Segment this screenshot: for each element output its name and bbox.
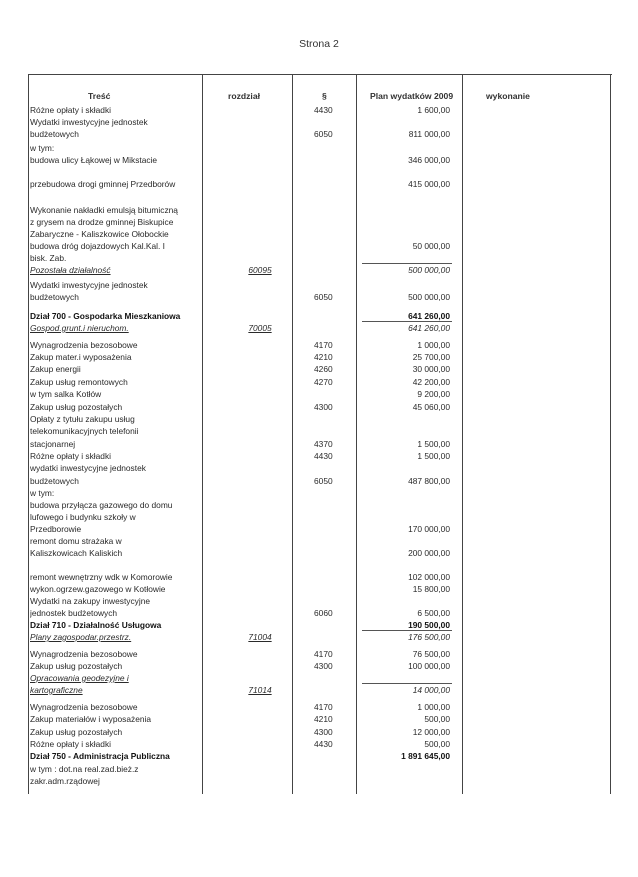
row-text: Zakup materiałów i wyposażenia	[30, 714, 152, 724]
table-row	[28, 252, 612, 265]
row-amount: 102 000,00	[408, 572, 450, 582]
table-row	[28, 450, 612, 463]
page-title: Strona 2	[299, 38, 339, 50]
row-rozdzial: 71004	[248, 632, 272, 642]
row-text: w tym salka Kotłów	[30, 389, 102, 399]
header-paragraf: §	[322, 91, 327, 101]
table-row	[28, 279, 612, 292]
row-amount: 500 000,00	[408, 292, 450, 302]
row-text: Dział 750 - Administracja Publiczna	[30, 751, 170, 761]
table-row	[28, 240, 612, 253]
header-rozdzial: rozdział	[228, 91, 260, 101]
table-row	[28, 376, 612, 389]
row-amount: 170 000,00	[408, 524, 450, 534]
table-row	[28, 672, 612, 685]
row-text: Opracowania geodezyjne i	[30, 673, 129, 683]
row-text: Wynagrodzenia bezosobowe	[30, 649, 138, 659]
row-paragraf: 6060	[314, 608, 333, 618]
row-text: Wydatki inwestycyjne jednostek	[30, 280, 148, 290]
row-amount: 1 500,00	[417, 439, 450, 449]
row-text: lufowego i budynku szkoły w	[30, 512, 136, 522]
row-text: Zakup usług pozostałych	[30, 661, 123, 671]
row-amount: 500,00	[424, 714, 450, 724]
row-amount: 14 000,00	[412, 685, 450, 695]
row-rozdzial: 71014	[248, 685, 272, 695]
row-paragraf: 6050	[314, 292, 333, 302]
table-row	[28, 726, 612, 739]
row-amount: 1 891 645,00	[401, 751, 450, 761]
row-text: Zakup usług pozostałych	[30, 402, 123, 412]
row-text: telekomunikacyjnych telefonii	[30, 426, 139, 436]
row-amount: 415 000,00	[408, 179, 450, 189]
row-amount: 200 000,00	[408, 548, 450, 558]
table-row	[28, 701, 612, 714]
table-top-border	[28, 74, 612, 75]
row-amount: 45 060,00	[412, 402, 450, 412]
row-paragraf: 4430	[314, 451, 333, 461]
row-text: Wynagrodzenia bezosobowe	[30, 340, 138, 350]
row-text: Różne opłaty i składki	[30, 105, 111, 115]
row-text: Kaliszkowicach Kaliskich	[30, 548, 123, 558]
row-amount: 190 500,00	[408, 620, 450, 630]
row-text: w tym:	[30, 488, 55, 498]
row-rozdzial: 60095	[248, 265, 272, 275]
row-text: Zakup mater.i wyposażenia	[30, 352, 132, 362]
subtotal-underline	[362, 263, 452, 264]
table-row	[28, 499, 612, 512]
table-row	[28, 322, 612, 335]
row-paragraf: 4430	[314, 739, 333, 749]
table-row	[28, 738, 612, 751]
table-row	[28, 583, 612, 596]
row-paragraf: 4430	[314, 105, 333, 115]
table-row	[28, 487, 612, 500]
table-row	[28, 216, 612, 229]
row-text: w tym:	[30, 143, 55, 153]
table-row	[28, 684, 612, 697]
table-body	[28, 102, 612, 794]
row-text: budżetowych	[30, 476, 79, 486]
table-row	[28, 413, 612, 426]
table-row	[28, 142, 612, 155]
row-text: budowa dróg dojazdowych Kal.Kal. I	[30, 241, 166, 251]
row-text: przebudowa drogi gminnej Przedborów	[30, 179, 176, 189]
table-row	[28, 763, 612, 776]
row-paragraf: 4170	[314, 702, 333, 712]
table-row	[28, 750, 612, 763]
row-amount: 25 700,00	[412, 352, 450, 362]
row-text: wydatki inwestycyjne jednostek	[30, 463, 146, 473]
table-row	[28, 339, 612, 352]
row-text: bisk. Zab.	[30, 253, 67, 263]
subtotal-underline	[362, 630, 452, 631]
row-paragraf: 4300	[314, 727, 333, 737]
row-text: Przedborowie	[30, 524, 82, 534]
table-row	[28, 228, 612, 241]
row-text: budowa przyłącza gazowego do domu	[30, 500, 173, 510]
subtotal-underline	[362, 321, 452, 322]
row-paragraf: 4210	[314, 714, 333, 724]
row-amount: 500 000,00	[408, 265, 450, 275]
row-amount: 1 000,00	[417, 340, 450, 350]
row-paragraf: 4170	[314, 340, 333, 350]
table-row	[28, 128, 612, 141]
table-row	[28, 631, 612, 644]
row-amount: 76 500,00	[412, 649, 450, 659]
row-paragraf: 4210	[314, 352, 333, 362]
table-row	[28, 401, 612, 414]
row-amount: 42 200,00	[412, 377, 450, 387]
row-amount: 50 000,00	[412, 241, 450, 251]
row-amount: 30 000,00	[412, 364, 450, 374]
row-text: zakr.adm.rządowej	[30, 776, 100, 786]
table-row	[28, 264, 612, 277]
row-text: Wykonanie nakładki emulsją bitumiczną	[30, 205, 178, 215]
table-row	[28, 154, 612, 167]
table-row	[28, 595, 612, 608]
table-row	[28, 475, 612, 488]
header-tresc: Treść	[88, 91, 111, 101]
row-text: w tym : dot.na real.zad.bież.z	[30, 764, 139, 774]
row-amount: 641 260,00	[408, 311, 450, 321]
table-row	[28, 104, 612, 117]
row-text: jednostek budżetowych	[30, 608, 118, 618]
row-amount: 1 500,00	[417, 451, 450, 461]
row-amount: 100 000,00	[408, 661, 450, 671]
row-paragraf: 4300	[314, 661, 333, 671]
row-text: z grysem na drodze gminnej Biskupice	[30, 217, 174, 227]
row-paragraf: 6050	[314, 476, 333, 486]
row-text: budowa ulicy Łąkowej w Mikstacie	[30, 155, 158, 165]
table-row	[28, 775, 612, 788]
table-row	[28, 116, 612, 129]
subtotal-underline	[362, 683, 452, 684]
row-text: Plany zagospodar.przestrz.	[30, 632, 132, 642]
row-paragraf: 4300	[314, 402, 333, 412]
row-text: Wydatki na zakupy inwestycyjne	[30, 596, 151, 606]
row-amount: 15 800,00	[412, 584, 450, 594]
row-text: kartograficzne	[30, 685, 83, 695]
row-text: Gospod.grunt.i nieruchom.	[30, 323, 129, 333]
row-text: stacjonarnej	[30, 439, 76, 449]
table-row	[28, 648, 612, 661]
row-text: Zakup usług remontowych	[30, 377, 128, 387]
row-amount: 641 260,00	[408, 323, 450, 333]
table-row	[28, 535, 612, 548]
row-paragraf: 4170	[314, 649, 333, 659]
header-wykonanie: wykonanie	[486, 91, 530, 101]
row-amount: 346 000,00	[408, 155, 450, 165]
row-amount: 487 800,00	[408, 476, 450, 486]
table-row	[28, 438, 612, 451]
table-row	[28, 607, 612, 620]
table-row	[28, 291, 612, 304]
row-text: wykon.ogrzew.gazowego w Kotłowie	[30, 584, 166, 594]
budget-table	[28, 74, 612, 794]
table-row	[28, 660, 612, 673]
table-row	[28, 363, 612, 376]
header-plan: Plan wydatków 2009	[370, 91, 454, 101]
row-amount: 1 600,00	[417, 105, 450, 115]
row-text: Dział 710 - Działalność Usługowa	[30, 620, 162, 630]
row-amount: 176 500,00	[408, 632, 450, 642]
table-row	[28, 388, 612, 401]
row-text: budżetowych	[30, 292, 79, 302]
row-text: Zakup energii	[30, 364, 81, 374]
table-row	[28, 547, 612, 560]
row-text: Zakup usług pozostałych	[30, 727, 123, 737]
row-amount: 12 000,00	[412, 727, 450, 737]
table-row	[28, 462, 612, 475]
row-text: budżetowych	[30, 129, 79, 139]
table-row	[28, 523, 612, 536]
table-row	[28, 204, 612, 217]
row-text: Zabaryczne - Kaliszkowice Ołobockie	[30, 229, 169, 239]
table-row	[28, 511, 612, 524]
table-row	[28, 178, 612, 191]
row-paragraf: 6050	[314, 129, 333, 139]
row-paragraf: 4270	[314, 377, 333, 387]
table-row	[28, 571, 612, 584]
row-text: Różne opłaty i składki	[30, 451, 111, 461]
row-amount: 1 000,00	[417, 702, 450, 712]
row-amount: 811 000,00	[408, 129, 450, 139]
row-text: Wydatki inwestycyjne jednostek	[30, 117, 148, 127]
table-row	[28, 619, 612, 632]
row-rozdzial: 70005	[248, 323, 272, 333]
row-text: remont domu strażaka w	[30, 536, 122, 546]
row-text: Opłaty z tytułu zakupu usług	[30, 414, 135, 424]
row-text: Wynagrodzenia bezosobowe	[30, 702, 138, 712]
row-amount: 500,00	[424, 739, 450, 749]
table-row	[28, 310, 612, 323]
table-row	[28, 713, 612, 726]
row-text: Różne opłaty i składki	[30, 739, 111, 749]
row-paragraf: 4370	[314, 439, 333, 449]
row-text: remont wewnętrzny wdk w Komorowie	[30, 572, 173, 582]
row-amount: 9 200,00	[417, 389, 450, 399]
row-amount: 6 500,00	[417, 608, 450, 618]
row-text: Pozostała działalność	[30, 265, 111, 275]
row-text: Dział 700 - Gospodarka Mieszkaniowa	[30, 311, 181, 321]
table-row	[28, 351, 612, 364]
table-row	[28, 425, 612, 438]
row-paragraf: 4260	[314, 364, 333, 374]
